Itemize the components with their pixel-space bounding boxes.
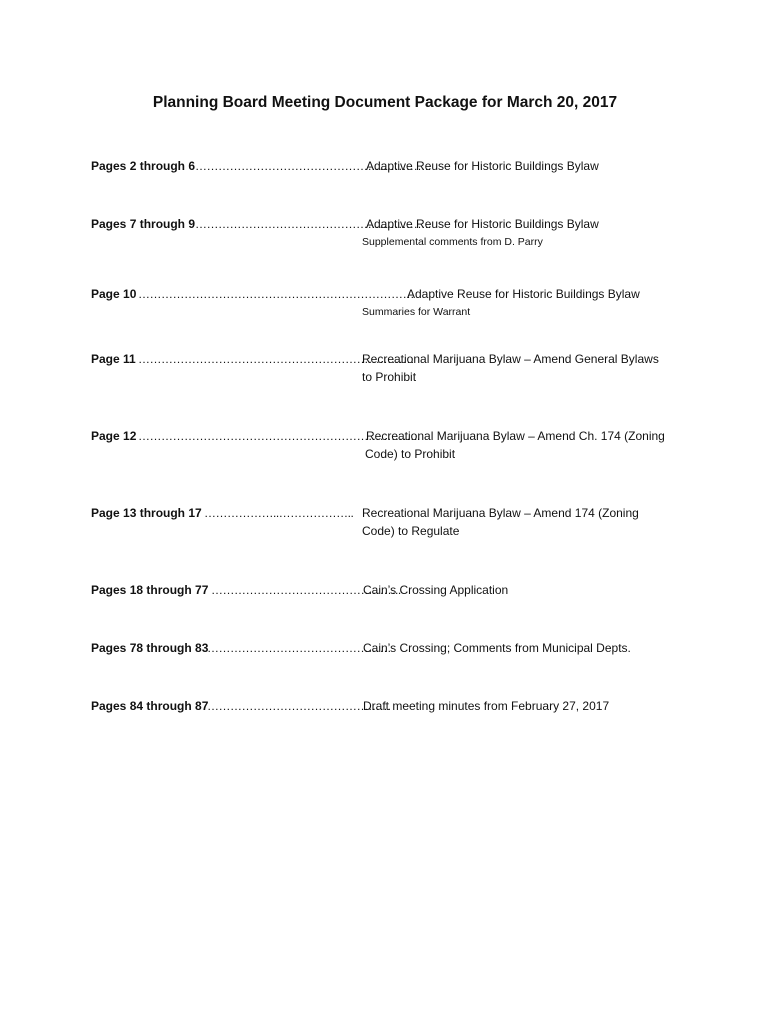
page-range: Page 11: [91, 352, 136, 366]
dot-leader: ……………………………………………………..: [195, 217, 431, 231]
entry-description: Recreational Marijuana Bylaw – Amend General Bylaws: [362, 352, 659, 366]
page-range: Pages 7 through 9: [91, 217, 196, 231]
document-title: Planning Board Meeting Document Package for March 20, 2017: [152, 94, 618, 111]
entry-description: Recreational Marijuana Bylaw – Amend 174 (Zoning: [362, 506, 639, 520]
entry-description: Cain’s Crossing Application: [363, 583, 509, 597]
dot-leader: ………………………………………………………………..: [138, 429, 420, 443]
dot-leader: ………………………………………………………………: [138, 287, 414, 301]
entry-description: Draft meeting minutes from February 27, 2017: [363, 699, 610, 713]
dot-leader: ………………………………………………………………: [138, 352, 414, 366]
page-range: Pages 84 through 87: [91, 699, 209, 713]
entry-description-continued: Code) to Prohibit: [365, 447, 456, 461]
page-range: Page 12: [91, 429, 137, 443]
entry-note: Summaries for Warrant: [362, 306, 471, 318]
page-range: Page 13 through 17: [91, 506, 202, 520]
dot-leader: ……………………………………………………..: [195, 159, 431, 173]
page-range: Pages 18 through 77: [91, 583, 209, 597]
entry-description: Recreational Marijuana Bylaw – Amend Ch. 174 (Zoning: [366, 429, 665, 443]
dot-leader: ………………..………………..: [204, 506, 354, 520]
entry-description: Adaptive Reuse for Historic Buildings Bylaw: [407, 287, 640, 301]
entry-description-continued: to Prohibit: [362, 370, 417, 384]
entry-description: Adaptive Reuse for Historic Buildings Bylaw: [366, 217, 599, 231]
dot-leader: …………………………………………..: [211, 583, 401, 597]
page-range: Pages 2 through 6: [91, 159, 196, 173]
entry-note: Supplemental comments from D. Parry: [362, 236, 543, 248]
entry-description: Adaptive Reuse for Historic Buildings Bylaw: [366, 159, 599, 173]
page-range: Page 10: [91, 287, 137, 301]
dot-leader: …………………………………………: [207, 699, 391, 713]
dot-leader: …………………………………………: [207, 641, 391, 655]
entry-description: Cain’s Crossing; Comments from Municipal Depts.: [363, 641, 631, 655]
page-range: Pages 78 through 83: [91, 641, 209, 655]
entry-description-continued: Code) to Regulate: [362, 524, 460, 538]
